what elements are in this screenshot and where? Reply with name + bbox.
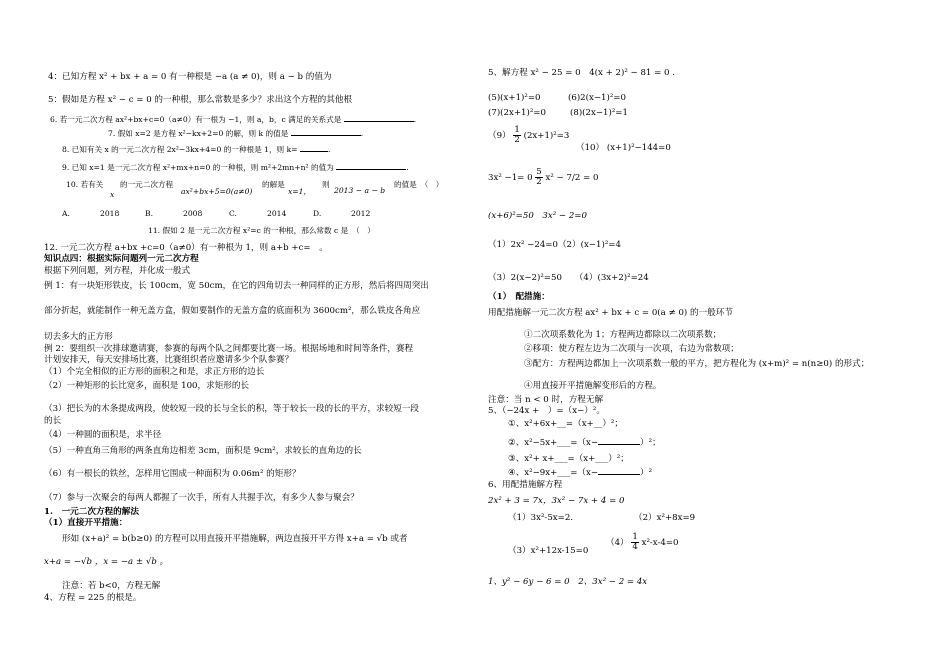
question-10-suffix: 的值是 （ ） (394, 180, 444, 189)
completing-square-intro: 用配措施解一元二次方程 ax² + bx + c = 0(a ≠ 0) 的一般环节 (488, 308, 733, 318)
problem-3-line-2: 的长 (44, 416, 62, 426)
question-6-part-4-body: x²-x-4=0 (641, 538, 679, 548)
question-5b: 5、（−24x + ）=（x−）²。 (488, 406, 605, 416)
answer-blank (344, 113, 414, 122)
section-1-1-title: （1）直接开平措施： (44, 518, 128, 528)
knowledge-point-4-intro: 根据下列问题，列方程，并化成一般式 (44, 266, 191, 276)
question-10-solution-label: 的解是 (262, 180, 285, 189)
question-10-mid: 的一元二次方程 (120, 180, 174, 189)
fill-4 (508, 466, 652, 479)
question-7: 7. 假如 x=2 是方程 x²−kx+2=0 的解，则 k 的值是 . (108, 129, 364, 138)
option-a-label: A. (62, 209, 70, 218)
question-4: 4：已知方程 x² + bx + a = 0 有一种根是 −a (a ≠ 0)，则 a − b 的值为 (48, 72, 332, 82)
question-6-part-2: （2）x²+8x=9 (634, 513, 696, 523)
note-no-solution: 注意：若 b<0，方程无解 (62, 581, 161, 591)
option-c-value: 2014 (267, 209, 287, 218)
equation-11-right: x² − 7/2 = 0 (545, 173, 599, 183)
equation-6: (6)2(x−1)²=0 (568, 93, 626, 103)
question-6: 6. 若一元二次方程 ax²+bx+c=0（a≠0）有一根为 −1，则 a，b，c 满足的关系式是 . (50, 115, 417, 124)
fraction (535, 168, 542, 187)
option-b-label: B. (145, 209, 153, 218)
question-10-prefix: 10. 若有关 (66, 180, 104, 189)
equation-13: （1）2x² −24=0（2）(x−1)²=4 (488, 240, 621, 250)
option-a-value: 2018 (100, 209, 120, 218)
fill-1: ①、x²+6x+__=（x+__）²； (508, 419, 623, 429)
answer-blank (291, 127, 361, 136)
equation-8: (8)(2x−1)²=1 (570, 108, 628, 118)
section-1-title: 1. 一元二次方程的解法 (44, 507, 139, 517)
fill-3: ③、x²+ x+___=（x+___）²； (508, 454, 629, 464)
fraction (513, 126, 520, 145)
equation-10: （10） (x+1)²−144=0 (576, 143, 671, 153)
knowledge-point-4-title: 知识点四：根据实际问题列一元二次方程 (44, 254, 199, 264)
problem-3-line-1: （3）把长为的木条提成两段，使较短一段的长与全长的积，等于较长一段的长的平方，求较短一段 (44, 404, 420, 414)
equation-12: (x+6)²=50 3x² − 2=0 (488, 211, 587, 221)
fraction (631, 533, 638, 552)
question-6-equations: 2x² + 3 = 7x，3x² − 7x + 4 = 0 (488, 496, 625, 506)
answer-blank (300, 143, 328, 152)
question-10-solution: x=1， (288, 187, 312, 196)
question-6-text: 6. 若一元二次方程 ax²+bx+c=0（a≠0）有一根为 −1，则 a，b，c 满足的关系式是 (50, 115, 342, 124)
equation-9-body: (2x+1)²=3 (523, 131, 570, 141)
question-10-then: 则 (322, 180, 330, 189)
question-6-part-4 (606, 533, 679, 552)
problem-4: （4）一种圆的面积是，求半径 (44, 430, 162, 440)
question-10-expression: 2013 − a − b (334, 186, 386, 195)
example-2-line-1: 例 2：要组织一次排球邀请赛，参赛的每两个队之间都要比赛一场。根据场地和时间等条件，赛程 (44, 344, 414, 354)
fraction-denominator: 2 (536, 177, 542, 187)
option-d-value: 2012 (351, 209, 371, 218)
question-8: 8. 已知有关 x 的一元二次方程 2x²−3kx+4=0 的一种根是 1，则 k= . (62, 145, 331, 154)
final-equations: 1、y² − 6y − 6 = 0 2、3x² − 2 = 4x (488, 577, 648, 587)
option-c-label: C. (229, 209, 237, 218)
question-5: 5：假如是方程 x² − c = 0 的一种根，那么常数是多少？求出这个方程的其他根 (48, 95, 353, 105)
equation-7: (7)(2x+1)²=0 (488, 108, 546, 118)
equation-11 (488, 168, 598, 187)
question-9: 9. 已知 x=1 是一元二次方程 x²+mx+n=0 的一种根，则 m²+2mn+n² 的值为 . (62, 163, 409, 172)
answer-blank (598, 436, 640, 445)
question-8-text: 8. 已知有关 x 的一元二次方程 2x²−3kx+4=0 的一种根是 1，则 k= (62, 145, 298, 154)
equation-9 (488, 126, 569, 145)
question-6-part-3: （3）x²+12x-15=0 (508, 546, 589, 556)
fill-2-left: ②、x²−5x+___=（x− (508, 438, 599, 448)
problem-6: （6）有一根长的铁丝，怎样用它围成一种面积为 0.06m² 的矩形？ (44, 469, 301, 479)
question-12: 12. 一元二次方程 a+bx +c=0（a≠0）有一种根为 1，则 a+b +c= 。 (44, 243, 328, 253)
question-6-part-1: （1）3x²-5x=2. (508, 513, 574, 523)
fill-2-right: ）²； (640, 438, 661, 448)
question-11: 11. 假如 2 是一元二次方程 x²=c 的一种根，那么常数 c 是 （ ） (148, 226, 375, 235)
section-completing-square-title: （1） 配措施： (488, 292, 550, 302)
fraction-denominator: 2 (514, 135, 520, 145)
fill-2 (508, 436, 661, 449)
problem-1: （1）个完全相似的正方形的面积之和是，求正方形的边长 (44, 367, 265, 377)
fill-4-right: ）² (640, 468, 653, 478)
answer-blank (598, 466, 640, 475)
question-6-part-4-label: （4） (606, 538, 629, 548)
step-1: ①二次项系数化为 1；方程两边都除以二次项系数； (524, 330, 722, 340)
fraction-numerator: 5 (536, 167, 542, 177)
step-4: ④用直接开平措施解变形后的方程。 (524, 381, 662, 391)
fraction-numerator: 1 (514, 125, 520, 135)
equation-11-left: 3x² −1= 0 (488, 173, 533, 183)
question-6-title: 6、用配措施解方程 (488, 480, 563, 490)
problem-7: （7）参与一次聚会的每两人都握了一次手，所有人共握手次，有多少人参与聚会？ (44, 493, 359, 503)
fraction-denominator: 4 (632, 542, 638, 552)
example-1-line-3: 切去多大的正方形 (44, 332, 113, 342)
step-3: ③配方：方程两边都加上一次项系数一般的平方，把方程化为 (x+m)² = n(n≥0) 的形式； (524, 359, 870, 369)
equation-14: （3）2(x−2)²=50 （4）(3x+2)²=24 (488, 273, 649, 283)
equation-5: (5)(x+1)²=0 (488, 93, 541, 103)
fraction-numerator: 1 (632, 532, 638, 542)
option-d-label: D. (313, 209, 322, 218)
question-10-variable: x (110, 190, 115, 199)
question-4b: 4、方程 = 225 的根是。 (44, 593, 142, 603)
question-10-equation: ax²+bx+5=0(a≠0) (181, 187, 253, 196)
answer-blank (336, 161, 406, 170)
equation-9-label: （9） (488, 131, 511, 141)
question-7-text: 7. 假如 x=2 是方程 x²−kx+2=0 的解，则 k 的值是 (108, 129, 289, 138)
question-9-text: 9. 已知 x=1 是一元二次方程 x²+mx+n=0 的一种根，则 m²+2mn+n² 的值为 (62, 163, 334, 172)
direct-root-solution: x+a = −√b ，x = −a ± √b 。 (44, 557, 169, 567)
option-b-value: 2008 (183, 209, 203, 218)
problem-5: （5）一种直角三角形的两条直角边相差 3cm，面积是 9cm²，求较长的直角边的长 (44, 446, 362, 456)
fill-4-left: ④、x²−9x+___=（x− (508, 468, 599, 478)
example-1-line-1: 例 1：有一块矩形铁皮，长 100cm，宽 50cm，在它的四角切去一种同样的正方形，然后将四周突出 (44, 281, 429, 291)
step-2: ②移项：使方程左边为二次项与一次项，右边为常数项； (524, 344, 739, 354)
direct-root-form: 形如 (x+a)² = b(b≥0) 的方程可以用直接开平措施解，两边直接开平方得 x+a = √b 或者 (62, 534, 408, 544)
note-n-negative: 注意：当 n < 0 时，方程无解 (488, 395, 604, 405)
solve-equations-title: 5、解方程 x² − 25 = 0 4(x + 2)² − 81 = 0 . (488, 68, 675, 78)
problem-2: （2）一种矩形的长比宽多，面积是 100，求矩形的长 (44, 381, 250, 391)
example-2-line-2: 计划安排天，每天安排场比赛，比赛组织者应邀请多少个队参赛？ (44, 355, 294, 365)
example-1-line-2: 部分折起，就能制作一种无盖方盒，假如要制作的无盖方盒的底面积为 3600cm²，那么铁皮各角应 (44, 306, 421, 316)
